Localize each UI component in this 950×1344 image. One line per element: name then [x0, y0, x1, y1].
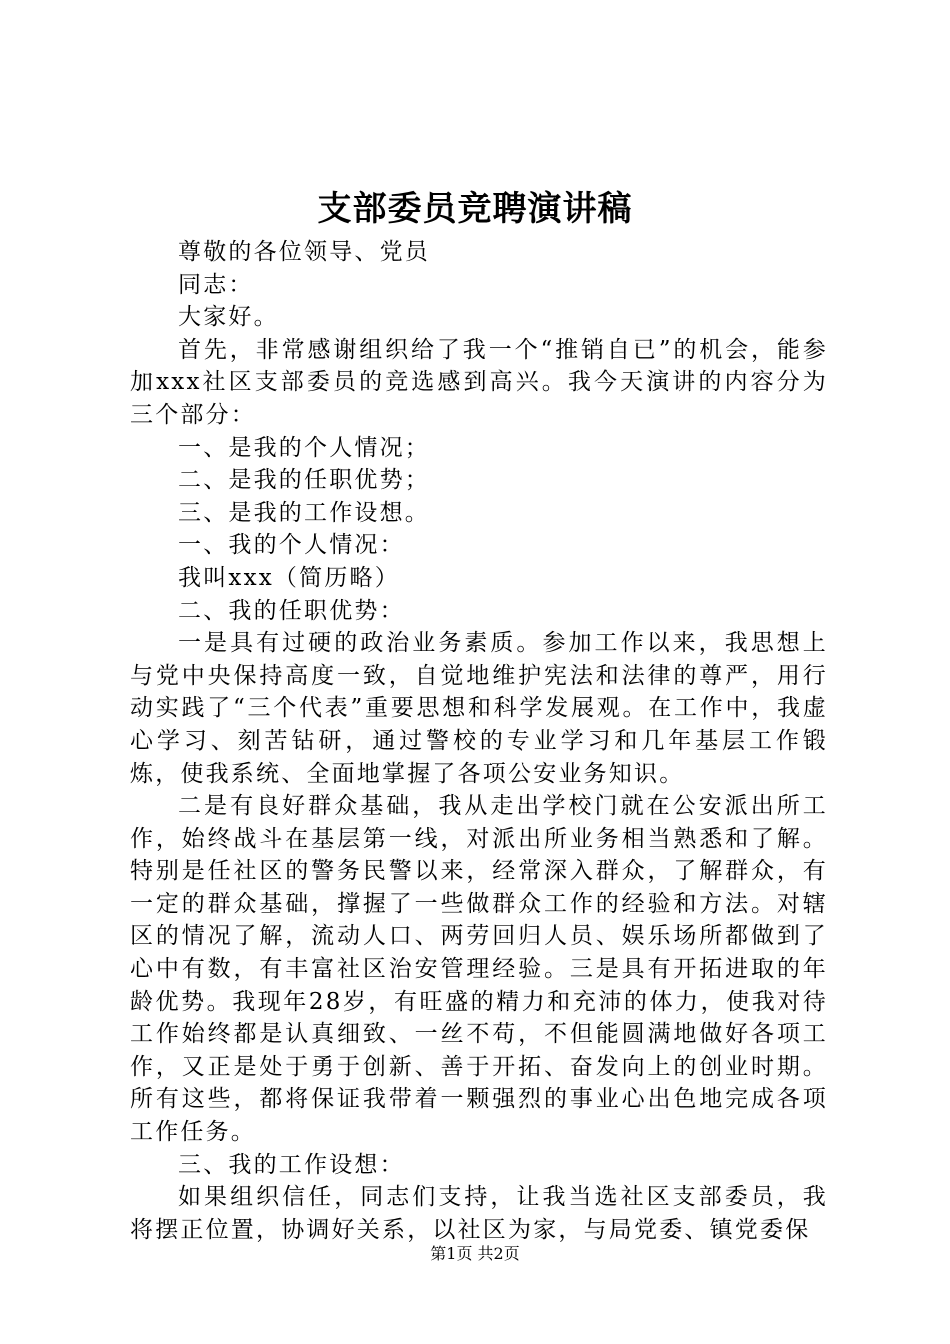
greeting: 大家好。	[178, 304, 279, 331]
section-heading: 三、我的工作设想：	[178, 1151, 405, 1178]
body-paragraph: 一是具有过硬的政治业务素质。参加工作以来，我思想上与党中央保持高度一致，自觉地维护宪法和法律的尊严，用行动实践了“三个代表”重要思想和科学发展观。在工作中，我虚心学习、刻苦钻研，通过警校的专业学习和几年基层工作锻炼，使我系统、全面地掌握了各项公安业务知识。	[130, 630, 828, 787]
body-paragraph: 我叫xxx（简历略）	[178, 564, 400, 591]
outline-item: 二、是我的任职优势；	[178, 467, 430, 494]
section-heading: 二、我的任职优势：	[178, 597, 405, 624]
page-footer: 第1页 共2页	[430, 1244, 520, 1263]
section-heading: 一、我的个人情况：	[178, 532, 405, 559]
body-paragraph: 如果组织信任，同志们支持，让我当选社区支部委员，我将摆正位置，协调好关系，以社区为家，与局党委、镇党委保	[130, 1184, 828, 1243]
outline-item: 三、是我的工作设想。	[178, 499, 430, 526]
document-title: 支部委员竞聘演讲稿	[317, 189, 633, 229]
salutation-line: 尊敬的各位领导、党员	[178, 239, 430, 265]
intro-paragraph: 首先，非常感谢组织给了我一个“推销自已”的机会，能参加xxx社区支部委员的竞选感到高兴。我今天演讲的内容分为三个部分：	[130, 336, 828, 428]
outline-item: 一、是我的个人情况；	[178, 434, 430, 461]
body-paragraph: 二是有良好群众基础，我从走出学校门就在公安派出所工作，始终战斗在基层第一线，对派出所业务相当熟悉和了解。特别是任社区的警务民警以来，经常深入群众，了解群众，有一定的群众基础，撑握了一些做群众工作的经验和方法。对辖区的情况了解，流动人口、两劳回归人员、娱乐场所都做到了心中有数，有丰富社区治安管理经验。三是具有开拓进取的年龄优势。我现年28岁，有旺盛的精力和充沛的体力，使我对待工作始终都是认真细致、一丝不苟，不但能圆满地做好各项工作，又正是处于勇于创新、善于开拓、奋发向上的创业时期。所有这些，都将保证我带着一颗强烈的事业心出色地完成各项工作任务。	[130, 793, 828, 1146]
document-body	[130, 236, 828, 1246]
salutation-line: 同志：	[178, 271, 254, 298]
